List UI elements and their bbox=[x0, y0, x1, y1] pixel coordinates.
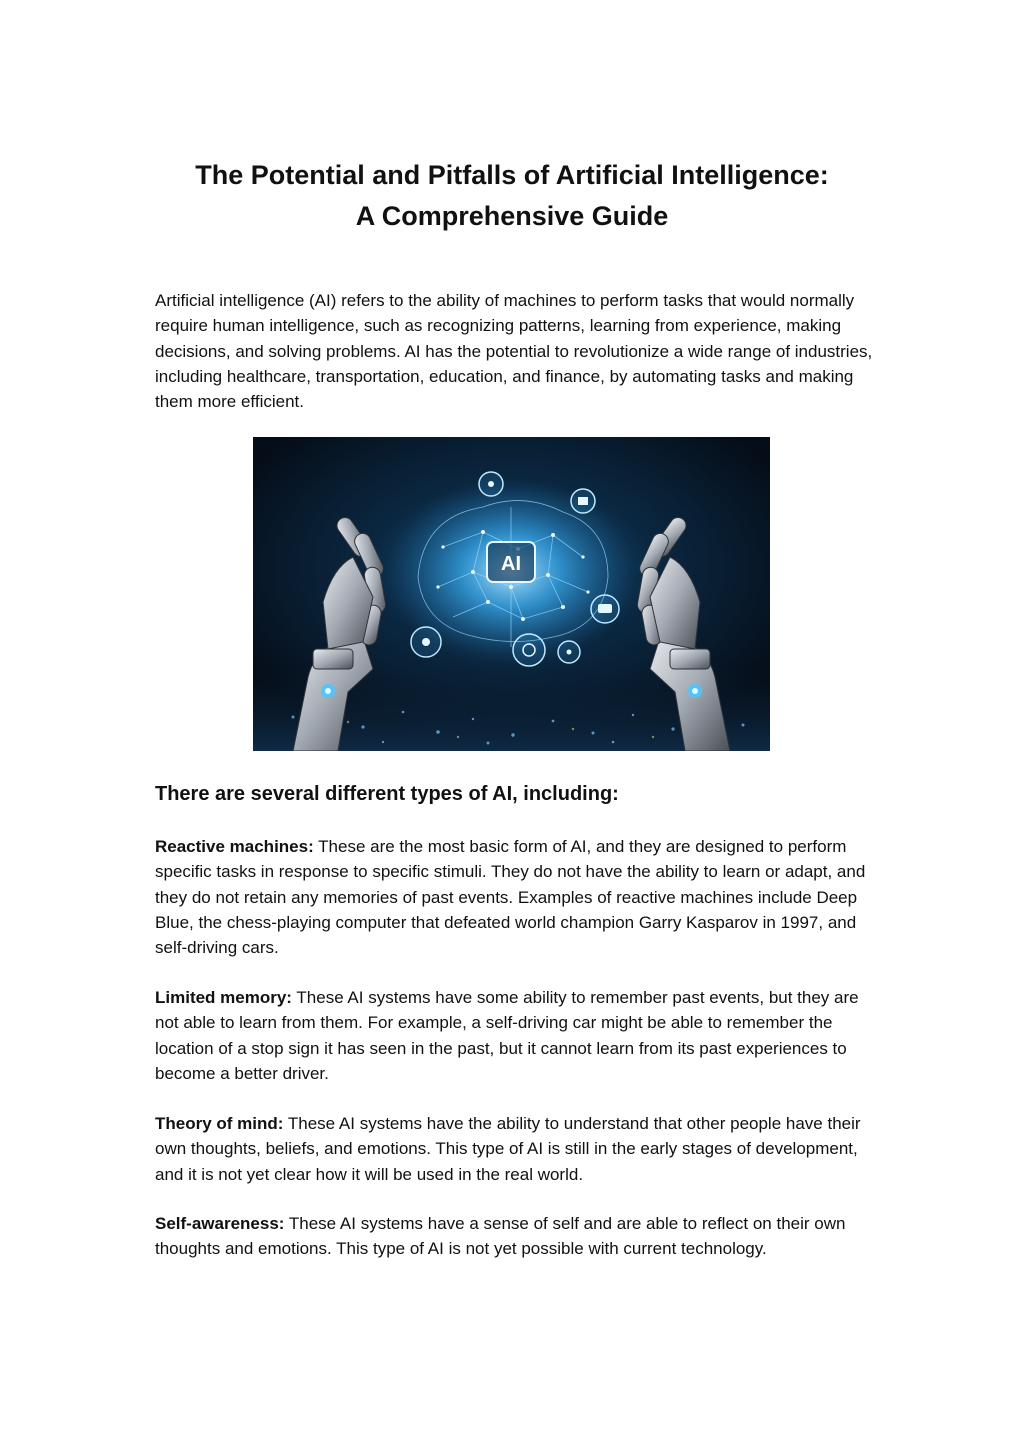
type-term: Theory of mind: bbox=[155, 1114, 284, 1133]
type-term: Limited memory: bbox=[155, 988, 292, 1007]
type-reactive-machines bbox=[155, 834, 875, 960]
page-title-line-1: The Potential and Pitfalls of Artificial Intelligence: bbox=[195, 160, 829, 190]
type-term: Self-awareness: bbox=[155, 1214, 285, 1233]
type-description: These are the most basic form of AI, and they are designed to perform specific tasks in response to specific stimuli. They do not have the ability to learn or adapt, and they do not retain any memories of past events. Examples of reactive machines include Deep Blue, the chess-playing computer that defeated world champion Garry Kasparov in 1997, and self-driving cars. bbox=[155, 837, 866, 958]
page-title bbox=[100, 155, 924, 237]
types-heading: There are several different types of AI, including: bbox=[155, 783, 619, 805]
type-description: These AI systems have some ability to remember past events, but they are not able to learn from them. For example, a self-driving car might be able to remember the location of a stop sign it has seen in the past, but it cannot learn from its past experiences to become a better driver. bbox=[155, 988, 859, 1083]
type-description: These AI systems have a sense of self and are able to reflect on their own thoughts and emotions. This type of AI is not yet possible with current technology. bbox=[155, 1214, 846, 1259]
type-limited-memory bbox=[155, 985, 875, 1086]
page-title-line-2: A Comprehensive Guide bbox=[355, 201, 669, 231]
type-term: Reactive machines: bbox=[155, 837, 314, 856]
intro-paragraph: Artificial intelligence (AI) refers to the ability of machines to perform tasks that would normally require human intelligence, such as recognizing patterns, learning from experience, making decisions, and solving problems. AI has the potential to revolutionize a wide range of industries, including healthcare, transportation, education, and finance, by automating tasks and making them more efficient. bbox=[155, 291, 873, 412]
type-self-awareness bbox=[155, 1211, 875, 1262]
type-description: These AI systems have the ability to understand that other people have their own thoughts, beliefs, and emotions. This type of AI is still in the early stages of development, and it is not yet clear how it will be used in the real world. bbox=[155, 1114, 861, 1184]
hero-image bbox=[253, 437, 770, 751]
type-theory-of-mind bbox=[155, 1111, 875, 1187]
robot-hands-ai-brain-illustration bbox=[253, 437, 770, 751]
ai-badge-text: AI bbox=[501, 553, 521, 575]
